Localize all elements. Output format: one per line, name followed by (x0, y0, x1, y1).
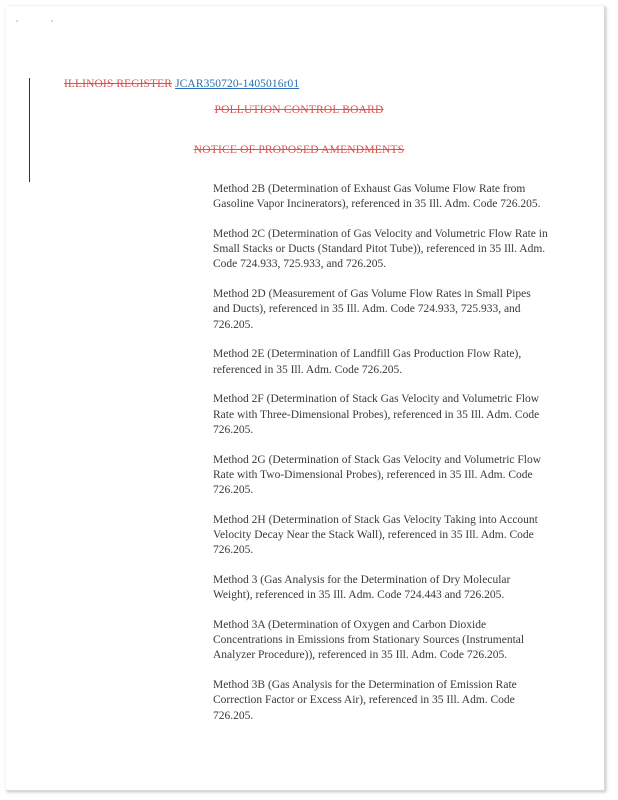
revision-change-bar (29, 78, 30, 182)
method-paragraph-2c: Method 2C (Determination of Gas Velocity and Volumetric Flow Rate in Small Stacks or Ducts (Standard Pitot Tube)), referenced in 35 Ill. Adm. Code 724.933, 725.933, and 726.205. (213, 228, 548, 271)
method-paragraph-2g: Method 2G (Determination of Stack Gas Velocity and Volumetric Flow Rate with Two-Dimensional Probes), referenced in 35 Ill. Adm. Code 726.205. (213, 453, 542, 497)
inserted-jcar-code: JCAR350720-1405016r01 (175, 78, 300, 90)
deleted-register-title: ILLINOIS REGISTER (64, 78, 173, 90)
method-paragraph-3b: Method 3B (Gas Analysis for the Determination of Emission Rate Correction Factor or Excess Air), referenced in 35 Ill. Adm. Code 726.205. (213, 679, 517, 722)
method-paragraph-2h: Method 2H (Determination of Stack Gas Velocity Taking into Account Velocity Decay Near the Stack Wall), referenced in 35 Ill. Adm. Code 726.205. (213, 513, 538, 557)
deleted-notice-title: NOTICE OF PROPOSED AMENDMENTS (193, 144, 405, 156)
method-paragraph-3: Method 3 (Gas Analysis for the Determination of Dry Molecular Weight), referenced in 35 Ill. Adm. Code 724.443 and 726.205. (213, 574, 511, 602)
scan-speck (16, 20, 18, 22)
scan-speck (51, 20, 53, 22)
register-header (64, 78, 299, 90)
method-paragraph-2d: Method 2D (Measurement of Gas Volume Flow Rates in Small Pipes and Ducts), referenced in 35 Ill. Adm. Code 724.933, 725.933, and 726.205. (213, 288, 531, 331)
method-paragraph-2e: Method 2E (Determination of Landfill Gas Production Flow Rate), referenced in 35 Ill. Adm. Code 726.205. (213, 348, 522, 376)
notice-heading (0, 144, 608, 156)
deleted-board-name: POLLUTION CONTROL BOARD (214, 104, 384, 116)
method-list (213, 182, 548, 738)
method-paragraph-2f: Method 2F (Determination of Stack Gas Velocity and Volumetric Flow Rate with Three-Dimensional Probes), referenced in 35 Ill. Adm. Code 726.205. (213, 393, 540, 436)
board-heading (0, 104, 608, 116)
method-paragraph-3a: Method 3A (Determination of Oxygen and Carbon Dioxide Concentrations in Emissions from Stationary Sources (Instrumental Analyzer Procedure)), referenced in 35 Ill. Adm. Code 726.205. (213, 619, 525, 662)
method-paragraph-2b: Method 2B (Determination of Exhaust Gas Volume Flow Rate from Gasoline Vapor Incinerators), referenced in 35 Ill. Adm. Code 726.205. (213, 183, 541, 211)
